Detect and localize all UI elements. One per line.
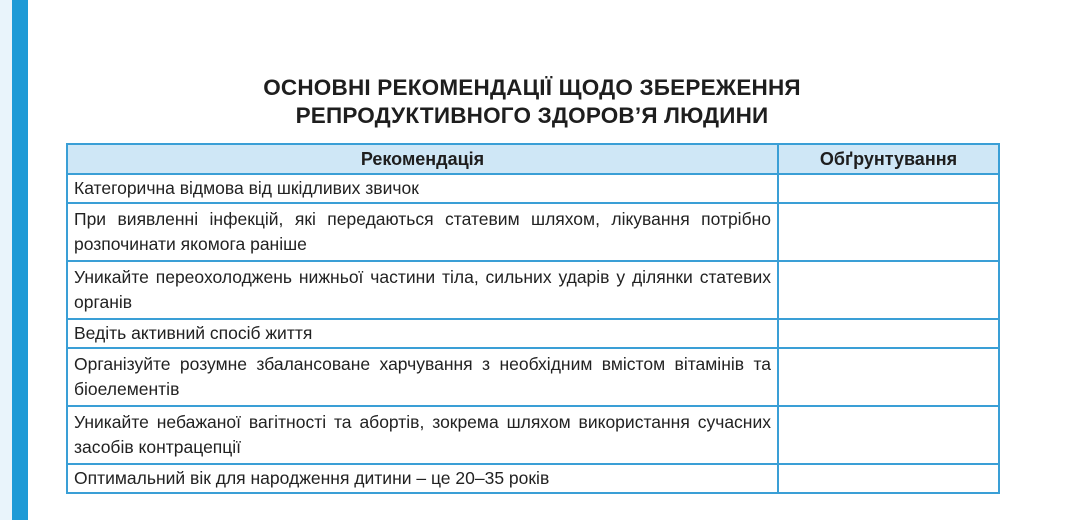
table-row	[67, 174, 999, 203]
justification-cell	[778, 319, 999, 348]
table-header-row	[67, 144, 999, 174]
justification-cell	[778, 203, 999, 261]
justification-cell	[778, 174, 999, 203]
justification-cell	[778, 406, 999, 464]
justification-cell	[778, 348, 999, 406]
recommendation-cell: Оптимальний вік для народження дитини – це 20–35 років	[67, 464, 778, 493]
table-row	[67, 348, 999, 406]
page-title	[66, 74, 998, 130]
justification-cell	[778, 464, 999, 493]
table-row	[67, 464, 999, 493]
table-row	[67, 406, 999, 464]
recommendation-cell: Категорична відмова від шкідливих звичок	[67, 174, 778, 203]
recommendations-table	[66, 143, 1000, 494]
recommendation-cell: Уникайте небажаної вагітності та абортів, зокрема шляхом використання сучасних засобів контрацепції	[67, 406, 778, 464]
table-row	[67, 203, 999, 261]
accent-bar	[12, 0, 28, 520]
justification-cell	[778, 261, 999, 319]
recommendation-cell: Організуйте розумне збалансоване харчування з необхідним вмістом вітамінів та біоелементів	[67, 348, 778, 406]
table-row	[67, 261, 999, 319]
title-line-2: РЕПРОДУКТИВНОГО ЗДОРОВ’Я ЛЮДИНИ	[295, 103, 769, 128]
recommendation-cell: При виявленні інфекцій, які передаються статевим шляхом, лікування потрібно розпочинати якомога раніше	[67, 203, 778, 261]
table-row	[67, 319, 999, 348]
header-recommendation: Рекомендація	[67, 144, 778, 174]
recommendation-cell: Уникайте переохолоджень нижньої частини тіла, сильних ударів у ділянки статевих органів	[67, 261, 778, 319]
recommendation-cell: Ведіть активний спосіб життя	[67, 319, 778, 348]
title-line-1: ОСНОВНІ РЕКОМЕНДАЦІЇ ЩОДО ЗБЕРЕЖЕННЯ	[263, 75, 801, 100]
header-justification: Обґрунтування	[778, 144, 999, 174]
page-margin-strip	[0, 0, 12, 520]
